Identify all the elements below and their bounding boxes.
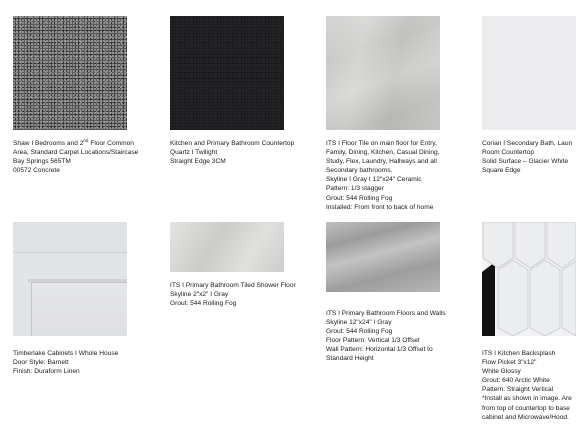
caption-line: 00572 Concrete	[13, 167, 60, 175]
caption-line: Secondary bathrooms.	[326, 167, 393, 175]
caption-line: cabinet and Microwave/Hood.	[482, 413, 569, 421]
backsplash-swatch-image	[482, 222, 576, 336]
picket-tile-pattern	[482, 222, 576, 336]
caption-line: Timberlake Cabinets I Whole House	[13, 350, 119, 357]
bath-floor-caption	[326, 309, 446, 364]
cabinet-door-panel	[31, 282, 127, 336]
caption-line: White Glossy	[482, 368, 521, 376]
caption-line: Grout: 640 Arctic White	[482, 377, 550, 385]
carpet-swatch-image	[13, 16, 127, 130]
caption-line: Skyline 2"x2" I Gray	[170, 291, 229, 299]
shower-tile-swatch-image	[170, 222, 284, 272]
corian-caption	[482, 139, 576, 175]
floor-tile-swatch-image	[326, 16, 440, 130]
bath-floor-swatch-image	[326, 222, 440, 292]
caption-line: Wall Pattern: Horizontal 1/3 Offset to	[326, 346, 433, 354]
corian-swatch-image	[482, 16, 576, 130]
caption-line: Bay Springs 565TM	[13, 158, 71, 166]
caption-line: Finish: Duraform Linen	[13, 368, 80, 376]
caption-line: Flow Picket 3"x12"	[482, 359, 537, 367]
backsplash-caption	[482, 349, 576, 422]
caption-line: Kitchen and Primary Bathroom Countertop	[170, 140, 295, 147]
caption-line: Room Countertop	[482, 149, 535, 157]
caption-line: Skyline I Gray I 12"x24" Ceramic	[326, 176, 422, 184]
caption-line: Grout: 544 Rolling Fog	[326, 328, 393, 336]
caption-line: Study, Flex, Laundry, Hallways and all	[326, 158, 437, 166]
caption-line: Grout: 544 Rolling Fog	[170, 300, 237, 308]
caption-line: Square Edge	[482, 167, 521, 175]
caption-line: Shaw I Bedrooms and 2nd Floor Common	[13, 137, 134, 147]
caption-line: *Install as shown in image. Are	[482, 395, 572, 403]
caption-line: ITS I Floor Tile on main floor for Entry,	[326, 140, 437, 147]
caption-line: ITS I Primary Bathroom Tiled Shower Floor	[170, 282, 296, 289]
cabinet-caption	[13, 349, 118, 376]
caption-line: Installed: From front to back of home	[326, 203, 434, 211]
caption-line: Standard Height	[326, 355, 374, 363]
shower-tile-caption	[170, 281, 296, 308]
caption-line: Grout: 544 Rolling Fog	[326, 194, 393, 202]
caption-line: from top of countertop to base	[482, 404, 570, 412]
quartz-swatch-image	[170, 16, 284, 130]
carpet-caption	[13, 139, 138, 175]
caption-line: Pattern: Straight Vertical	[482, 386, 554, 394]
caption-line: Pattern: 1/3 stagger	[326, 185, 384, 193]
caption-line: ITS I Primary Bathroom Floors and Walls	[326, 310, 446, 317]
caption-line: Door Style: Barnett	[13, 359, 69, 367]
caption-line: Floor Pattern: Vertical 1/3 Offset	[326, 337, 420, 345]
cabinet-top-rail	[13, 222, 127, 253]
cabinet-swatch-image	[13, 222, 127, 336]
floor-tile-caption	[326, 139, 439, 212]
quartz-caption	[170, 139, 294, 166]
caption-line: Family, Dining, Kitchen, Casual Dining,	[326, 149, 440, 157]
caption-line: ITS I Kitchen Backsplash	[482, 350, 556, 357]
caption-line: Skyline 12"x24" I Gray	[326, 319, 392, 327]
caption-line: Quartz I Twilight	[170, 149, 218, 157]
caption-line: Solid Surface – Glacier White	[482, 158, 569, 166]
caption-line: Area, Standard Carpet Locations/Staircase	[13, 149, 139, 157]
caption-line: Straight Edge 3CM	[170, 158, 226, 166]
caption-line: Corian I Secondary Bath, Laun	[482, 140, 573, 147]
